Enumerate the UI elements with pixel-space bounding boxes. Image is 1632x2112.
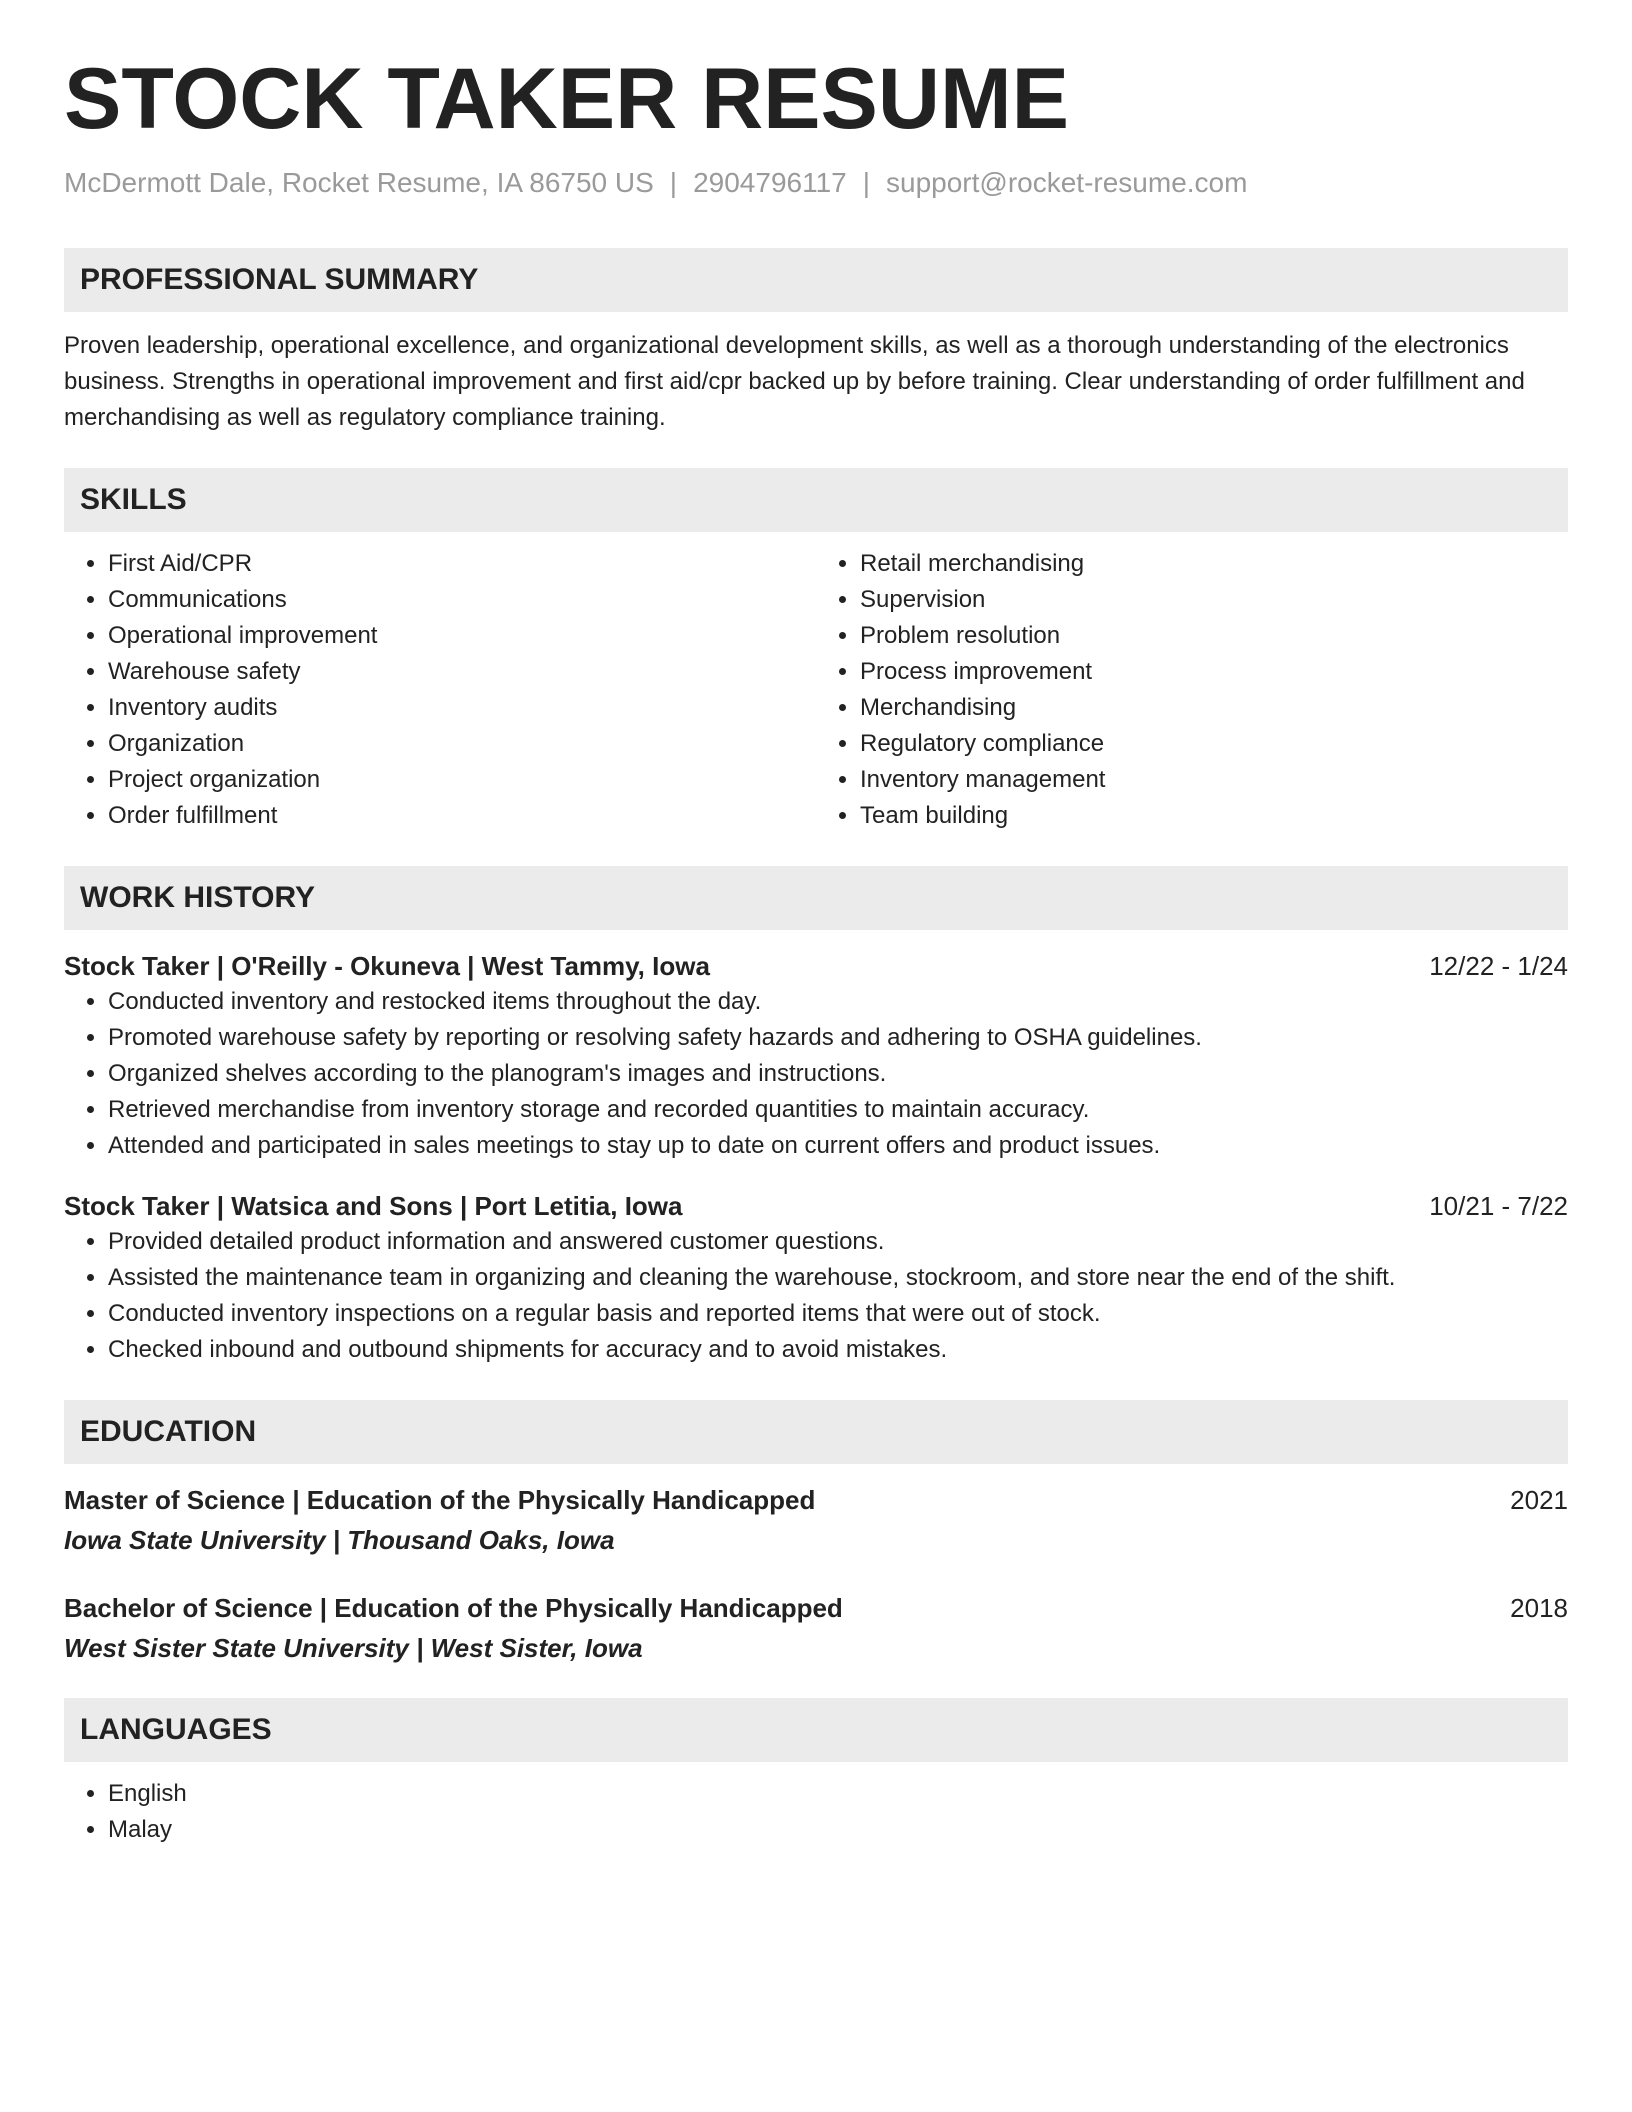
skill-item: • Regulatory compliance bbox=[860, 726, 1568, 762]
skill-item: • Merchandising bbox=[860, 690, 1568, 726]
graduation-year: 2021 bbox=[1510, 1484, 1568, 1515]
duty-item: • Promoted warehouse safety by reporting or resolving safety hazards and adhering to OSHA guidelines. bbox=[108, 1020, 1568, 1056]
language-item: • Malay bbox=[108, 1812, 1568, 1848]
skill-item: • Retail merchandising bbox=[860, 546, 1568, 582]
job-entry bbox=[64, 948, 1568, 1164]
job-title: Stock Taker | O'Reilly - Okuneva | West Tammy, Iowa bbox=[64, 950, 710, 981]
degree-title: Bachelor of Science | Education of the Physically Handicapped bbox=[64, 1592, 843, 1623]
skill-item: • Inventory management bbox=[860, 762, 1568, 798]
contact-line bbox=[64, 165, 1568, 201]
degree-title: Master of Science | Education of the Physically Handicapped bbox=[64, 1484, 816, 1515]
job-duties bbox=[64, 1224, 1568, 1368]
graduation-year: 2018 bbox=[1510, 1592, 1568, 1623]
job-title: Stock Taker | Watsica and Sons | Port Letitia, Iowa bbox=[64, 1190, 683, 1221]
job-dates: 10/21 - 7/22 bbox=[1429, 1190, 1568, 1221]
skill-item: • Project organization bbox=[108, 762, 816, 798]
school-name: West Sister State University | West Sister, Iowa bbox=[64, 1632, 643, 1663]
skill-item: • Problem resolution bbox=[860, 618, 1568, 654]
duty-item: • Conducted inventory inspections on a regular basis and reported items that were out of stock. bbox=[108, 1296, 1568, 1332]
languages-list bbox=[64, 1776, 1568, 1848]
skills-column-left bbox=[64, 546, 816, 834]
education-entry bbox=[64, 1482, 1568, 1558]
job-entry bbox=[64, 1188, 1568, 1368]
skill-item: • Organization bbox=[108, 726, 816, 762]
contact-separator: | bbox=[669, 167, 678, 199]
skills-list bbox=[64, 546, 1568, 834]
job-header bbox=[64, 1188, 1568, 1224]
duty-item: • Provided detailed product information and answered customer questions. bbox=[108, 1224, 1568, 1260]
education-header bbox=[64, 1482, 1568, 1518]
section-heading-summary: PROFESSIONAL SUMMARY bbox=[64, 248, 1568, 312]
duty-item: • Conducted inventory and restocked items throughout the day. bbox=[108, 984, 1568, 1020]
skill-item: • Warehouse safety bbox=[108, 654, 816, 690]
duty-item: • Checked inbound and outbound shipments for accuracy and to avoid mistakes. bbox=[108, 1332, 1568, 1368]
duty-item: • Attended and participated in sales meetings to stay up to date on current offers and product issues. bbox=[108, 1128, 1568, 1164]
summary-text: Proven leadership, operational excellence, and organizational development skills, as well as a thorough understanding of the electronics business. Strengths in operational improvement and first aid/cpr backed up by before training. Clear understanding of order fulfillment and merchandising as well as regulatory compliance training. bbox=[64, 331, 1525, 431]
skill-item: • Team building bbox=[860, 798, 1568, 834]
section-heading-education: EDUCATION bbox=[64, 1400, 1568, 1464]
skill-item: • Order fulfillment bbox=[108, 798, 816, 834]
section-heading-skills: SKILLS bbox=[64, 468, 1568, 532]
duty-item: • Assisted the maintenance team in organizing and cleaning the warehouse, stockroom, and store near the end of the shift. bbox=[108, 1260, 1568, 1296]
skill-item: • Operational improvement bbox=[108, 618, 816, 654]
duty-item: • Retrieved merchandise from inventory storage and recorded quantities to maintain accuracy. bbox=[108, 1092, 1568, 1128]
skill-item: • Process improvement bbox=[860, 654, 1568, 690]
skills-column-right bbox=[816, 546, 1568, 834]
duty-item: • Organized shelves according to the planogram's images and instructions. bbox=[108, 1056, 1568, 1092]
job-header bbox=[64, 948, 1568, 984]
section-heading-work-history: WORK HISTORY bbox=[64, 866, 1568, 930]
contact-phone: 2904796117 bbox=[693, 167, 847, 199]
job-duties bbox=[64, 984, 1568, 1164]
education-entry bbox=[64, 1590, 1568, 1666]
resume-title: STOCK TAKER RESUME bbox=[64, 51, 1069, 147]
skill-item: • Communications bbox=[108, 582, 816, 618]
contact-email: support@rocket-resume.com bbox=[886, 167, 1248, 199]
section-heading-languages: LANGUAGES bbox=[64, 1698, 1568, 1762]
skill-item: • Inventory audits bbox=[108, 690, 816, 726]
skill-item: • Supervision bbox=[860, 582, 1568, 618]
education-header bbox=[64, 1590, 1568, 1626]
skill-item: • First Aid/CPR bbox=[108, 546, 816, 582]
job-dates: 12/22 - 1/24 bbox=[1429, 950, 1568, 981]
contact-address: McDermott Dale, Rocket Resume, IA 86750 US bbox=[64, 167, 654, 199]
language-item: • English bbox=[108, 1776, 1568, 1812]
contact-separator: | bbox=[862, 167, 871, 199]
school-name: Iowa State University | Thousand Oaks, Iowa bbox=[64, 1524, 615, 1555]
